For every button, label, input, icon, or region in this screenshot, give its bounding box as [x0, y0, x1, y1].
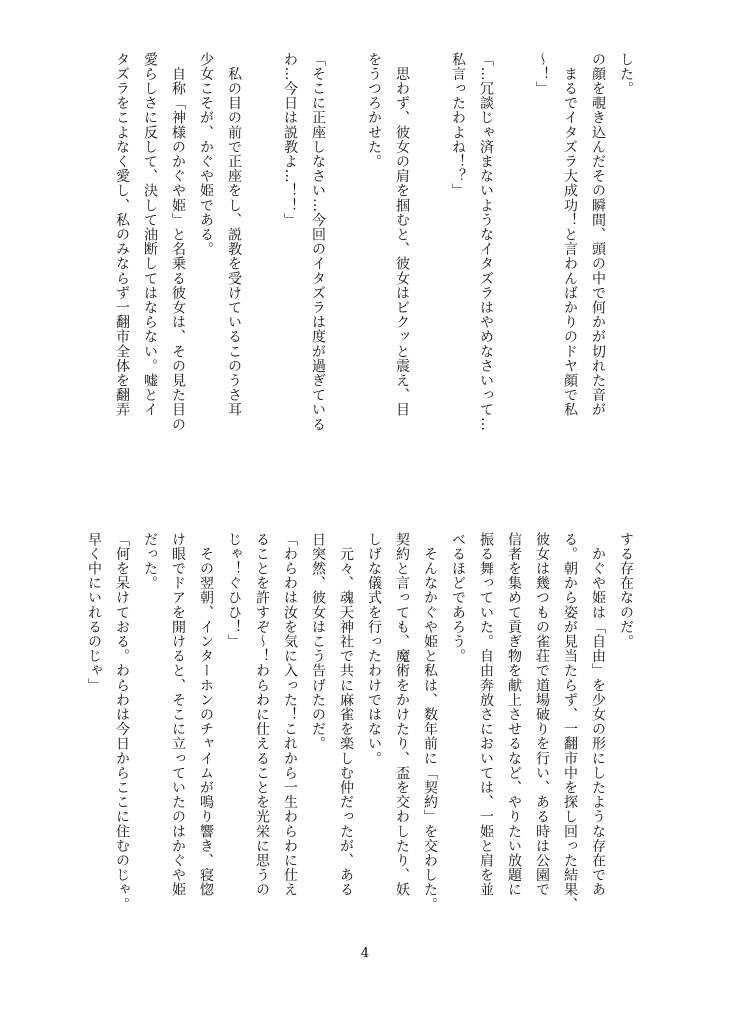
text-line: 思わず、彼女の肩を掴むと、彼女はビクッと震え、目 [394, 52, 410, 417]
text-line: だった。 [142, 532, 158, 591]
text-line: 私言ったわよね！？」 [450, 52, 466, 198]
page-number: 4 [360, 946, 370, 961]
text-line: ることを許すぞ〜！わらわに仕えることを光栄に思うの [254, 532, 270, 897]
text-line: 早く中にいれるのじゃ」 [86, 532, 102, 693]
text-line: る。朝から姿が見当たらず、一翻市中を探し回った結果、 [562, 532, 578, 912]
text-line: 元々、魂天神社で共に麻雀を楽しむ仲だったが、ある [338, 532, 354, 897]
text-line: かぐや姫は「自由」を少女の形にしたような存在であ [590, 532, 606, 897]
text-line: をうつろかせた。 [366, 52, 382, 169]
text-line: 〜！」 [534, 52, 550, 96]
text-line [334, 52, 358, 498]
text-block-bottom [78, 532, 638, 946]
text-line: 振る舞っていた。自由奔放さにおいては、一姫と肩を並 [478, 532, 494, 897]
text-line: 契約と言っても、魔術をかけたり、盃を交わしたり、妖 [394, 532, 410, 897]
text-line: そんなかぐや姫と私は、数年前に「契約」を交わした。 [422, 532, 438, 912]
text-line [418, 52, 442, 498]
text-line: 少女こそが、かぐや姫である。 [198, 52, 214, 257]
text-line: 「そこに正座しなさい…今回のイタズラは度が過ぎている [310, 52, 326, 432]
text-line: 愛らしさに反して、決して油断してはならない。嘘とイ [142, 52, 158, 417]
text-line: タズラをこよなく愛し、私のみならず一翻市全体を翻弄 [114, 52, 130, 417]
text-line [250, 52, 274, 498]
text-line: 私の目の前で正座をし、説教を受けているこのうさ耳 [226, 52, 242, 417]
text-line: その翌朝、インターホンのチャイムが鳴り響き、寝惚 [198, 532, 214, 897]
text-line: した。 [618, 52, 634, 96]
text-block-top [78, 52, 638, 498]
text-line: 日突然、彼女はこう告げたのだ。 [310, 532, 326, 751]
text-line: 「何を呆けておる。わらわは今日からここに住むのじゃ。 [114, 532, 130, 912]
text-line: 「わらわは汝を気に入った！これから一生わらわに仕え [282, 532, 298, 897]
text-line: する存在なのだ。 [618, 532, 634, 649]
text-line: じゃ！ぐひひ！」 [226, 532, 242, 649]
text-line: け眼でドアを開けると、そこに立っていたのはかぐや姫 [170, 532, 186, 897]
text-line: 彼女は幾つもの雀荘で道場破りを行い、ある時は公園で [534, 532, 550, 897]
text-line: 「…冗談じゃ済まないようなイタズラはやめなさいって… [478, 52, 494, 432]
text-line: の顔を覗き込んだその瞬間、頭の中で何かが切れた音が [590, 52, 606, 417]
text-line: まるでイタズラ大成功！と言わんばかりのドヤ顔で私 [562, 52, 578, 417]
text-line: わ…今日は説教よ…！！」 [282, 52, 298, 228]
text-line [502, 52, 526, 498]
text-line: 信者を集めて貢ぎ物を献上させるなど、やりたい放題に [506, 532, 522, 897]
text-line: しげな儀式を行ったわけではない。 [366, 532, 382, 766]
text-line: べるほどであろう。 [450, 532, 466, 664]
text-line: 自称「神様のかぐや姫」と名乗る彼女は、その見た目の [170, 52, 186, 432]
